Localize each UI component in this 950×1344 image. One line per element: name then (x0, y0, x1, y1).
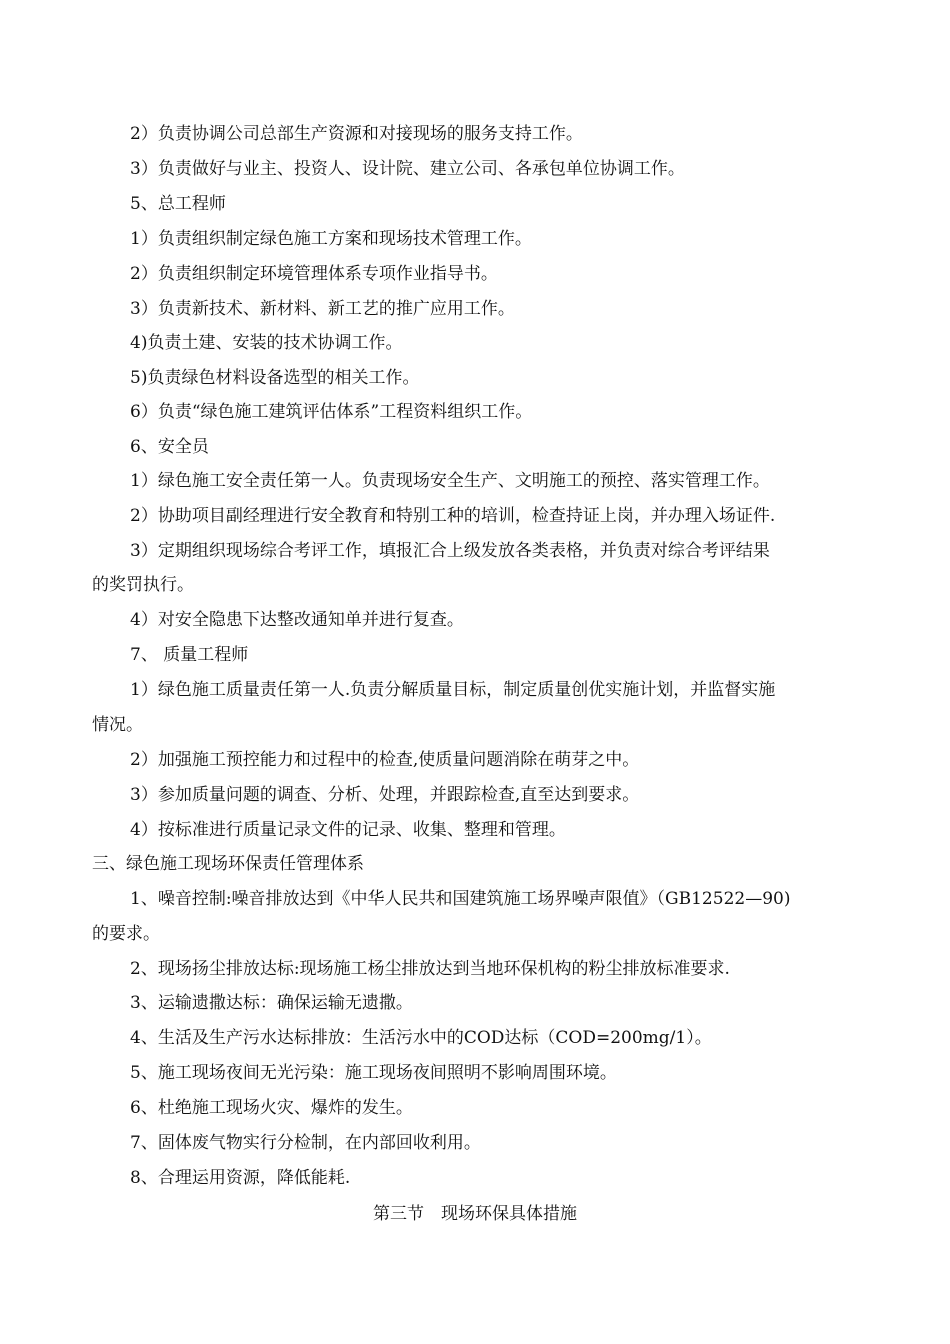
paragraph-line: 2、现场扬尘排放达标:现场施工杨尘排放达到当地环保机构的粉尘排放标准要求. (130, 959, 730, 979)
paragraph-line: 1）绿色施工安全责任第一人。负责现场安全生产、文明施工的预控、落实管理工作。 (130, 471, 770, 491)
paragraph-line: 2）负责协调公司总部生产资源和对接现场的服务支持工作。 (130, 124, 583, 144)
paragraph-line: 4）对安全隐患下达整改通知单并进行复查。 (130, 610, 464, 630)
paragraph-line: 2）加强施工预控能力和过程中的检查,使质量问题消除在萌芽之中。 (130, 750, 640, 770)
paragraph-line: 6）负责“绿色施工建筑评估体系”工程资料组织工作。 (130, 402, 533, 422)
paragraph-line: 3、运输遗撒达标：确保运输无遗撒。 (130, 993, 413, 1013)
paragraph-line: 的奖罚执行。 (92, 575, 194, 595)
paragraph-line: 5)负责绿色材料设备选型的相关工作。 (130, 368, 420, 388)
paragraph-line: 1、噪音控制:噪音排放达到《中华人民共和国建筑施工场界噪声限值》（GB12522—90) (130, 889, 791, 909)
section-heading: 7、 质量工程师 (130, 645, 249, 665)
paragraph-line: 3）参加质量问题的调查、分析、处理，并跟踪检查,直至达到要求。 (130, 785, 640, 805)
paragraph-line: 2）负责组织制定环境管理体系专项作业指导书。 (130, 264, 498, 284)
paragraph-line: 7、固体废气物实行分检制，在内部回收利用。 (130, 1133, 481, 1153)
paragraph-line: 3）负责做好与业主、投资人、设计院、建立公司、各承包单位协调工作。 (130, 159, 685, 179)
paragraph-line: 的要求。 (92, 924, 160, 944)
paragraph-line: 4）按标准进行质量记录文件的记录、收集、整理和管理。 (130, 820, 566, 840)
paragraph-line: 情况。 (92, 715, 143, 735)
chapter-heading: 三、绿色施工现场环保责任管理体系 (92, 854, 364, 874)
section-heading: 6、安全员 (130, 437, 209, 457)
paragraph-line: 3）负责新技术、新材料、新工艺的推广应用工作。 (130, 299, 515, 319)
paragraph-line: 8、合理运用资源，降低能耗. (130, 1168, 351, 1188)
paragraph-line: 5、施工现场夜间无光污染：施工现场夜间照明不影响周围环境。 (130, 1063, 617, 1083)
paragraph-line: 2）协助项目副经理进行安全教育和特别工种的培训，检查持证上岗，并办理入场证件. (130, 506, 776, 526)
section-heading: 5、总工程师 (130, 194, 226, 214)
paragraph-line: 1）负责组织制定绿色施工方案和现场技术管理工作。 (130, 229, 532, 249)
paragraph-line: 6、杜绝施工现场火灾、爆炸的发生。 (130, 1098, 413, 1118)
section-title: 第三节 现场环保具体措施 (373, 1204, 577, 1224)
paragraph-line: 3）定期组织现场综合考评工作，填报汇合上级发放各类表格，并负责对综合考评结果 (130, 541, 770, 561)
paragraph-line: 4、生活及生产污水达标排放：生活污水中的COD达标（COD=200mg/1）。 (130, 1028, 712, 1048)
paragraph-line: 4)负责土建、安装的技术协调工作。 (130, 333, 403, 353)
paragraph-line: 1）绿色施工质量责任第一人.负责分解质量目标，制定质量创优实施计划，并监督实施 (130, 680, 776, 700)
